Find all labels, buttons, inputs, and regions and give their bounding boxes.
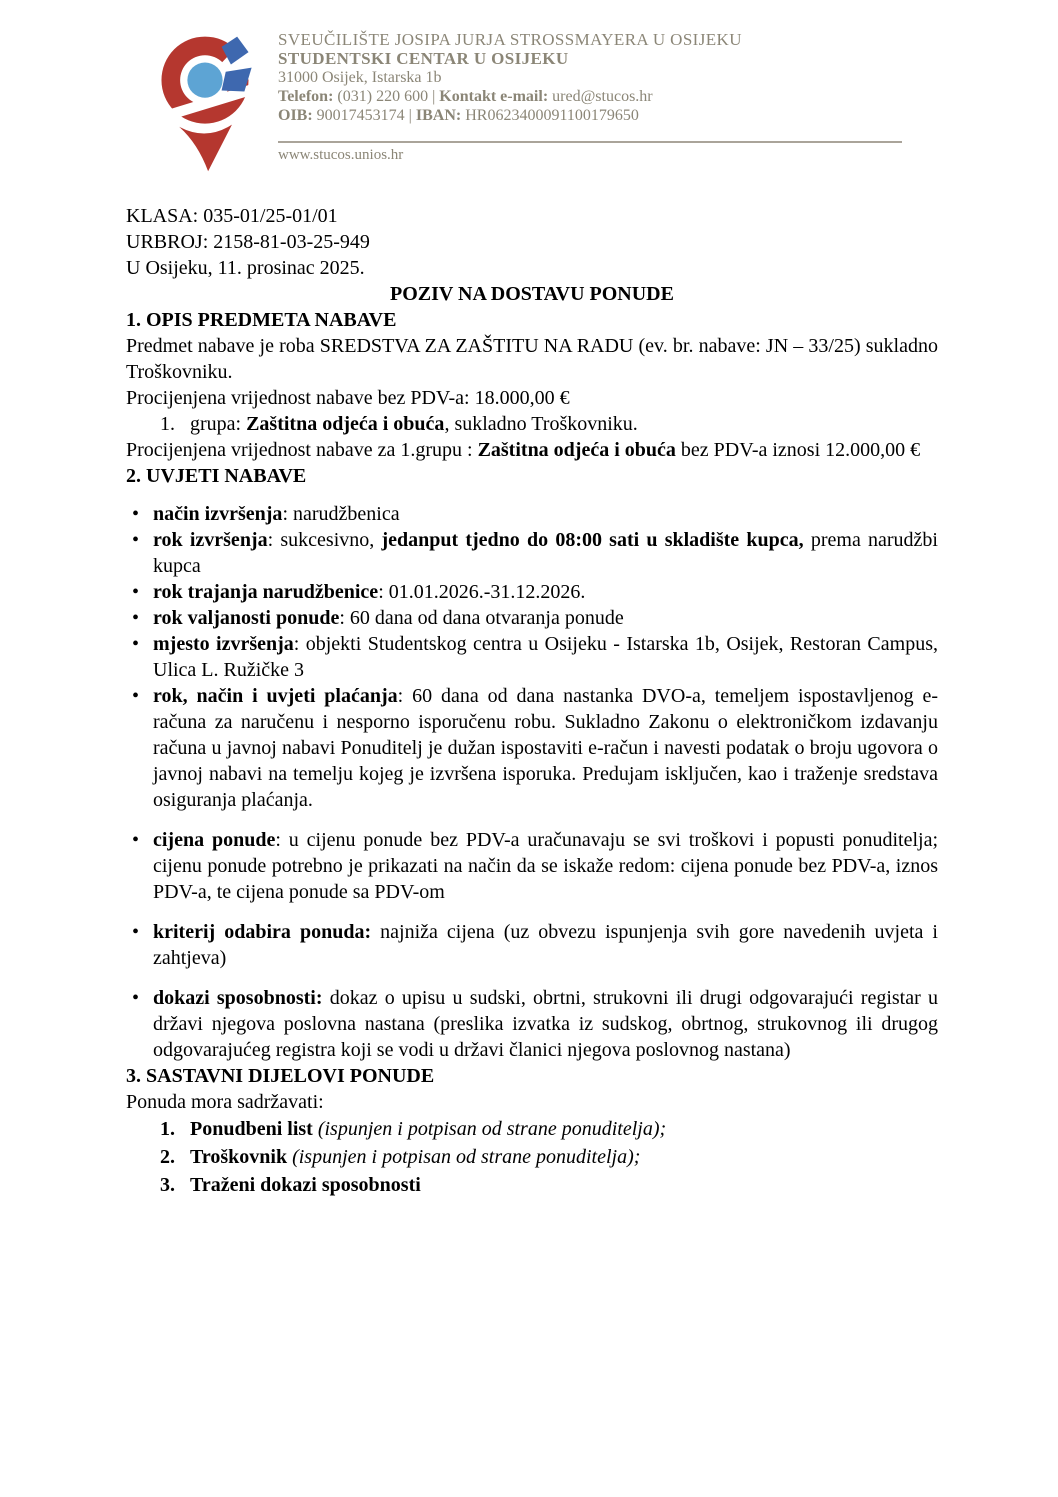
offer-item-ponudbeni-list (126, 1115, 938, 1143)
conditions-list (126, 501, 938, 1063)
bullet-mjesto-izvrsenja: • mjesto izvršenja: objekti Studentskog centra u Osijeku - Istarska 1b, Osijek, Restoran Campus, Ulica L. Ružičke 3 (126, 631, 938, 683)
subject-paragraph: Predmet nabave je roba SREDSTVA ZA ZAŠTITU NA RADU (ev. br. nabave: JN – 33/25) sukladno Troškovniku. (126, 335, 938, 383)
website-text: www.stucos.unios.hr (278, 147, 404, 163)
document-title: POZIV NA DOSTAVU PONUDE (390, 283, 674, 305)
section1-heading: 1. OPIS PREDMETA NABAVE (126, 309, 397, 331)
university-name: SVEUČILIŠTE JOSIPA JURJA STROSSMAYERA U OSIJEKU (278, 30, 742, 49)
bullet-rok-trajanja: • rok trajanja narudžbenice: 01.01.2026.-31.12.2026. (126, 579, 938, 605)
letterhead-text (278, 30, 742, 125)
stucos-pin-logo-icon (148, 33, 262, 179)
estimated-value-paragraph: Procijenjena vrijednost nabave bez PDV-a: 18.000,00 € (126, 387, 570, 409)
offer-contents-intro: Ponuda mora sadržavati: (126, 1091, 324, 1113)
offer-item-number: 3. (160, 1174, 175, 1196)
group-value-paragraph: Procijenjena vrijednost nabave za 1.grupu : Zaštitna odjeća i obuća bez PDV-a iznosi 12.000,00 € (126, 439, 921, 461)
section3-heading: 3. SASTAVNI DIJELOVI PONUDE (126, 1065, 435, 1087)
organization-name: STUDENTSKI CENTAR U OSIJEKU (278, 49, 569, 68)
header-divider (278, 141, 902, 143)
bullet-rok-valjanosti: • rok valjanosti ponude: 60 dana od dana otvaranja ponude (126, 605, 938, 631)
bullet-dokazi-sposobnosti: • dokazi sposobnosti: dokaz o upisu u sudski, obrtni, strukovni ili drugi odgovarajući registar u državi njegova poslovna nastana (preslika izvatka iz sudskog, obrtnog, strukovnog ili drugog odgovarajućeg registra koji se vodi u državi članici njegova poslovnog nastana) (126, 985, 938, 1063)
bullet-nacin-izvrsenja: • način izvršenja: narudžbenica (126, 501, 938, 527)
bullet-cijena-ponude: • cijena ponude: u cijenu ponude bez PDV-a uračunavaju se svi troškovi i popusti ponuditelja; cijenu ponude potrebno je prikazati na način da se iskaže redom: cijena ponude bez PDV-a, iznos PDV-a, te cijena ponude sa PDV-om (126, 827, 938, 905)
group-item-text: grupa: Zaštitna odjeća i obuća, sukladno Troškovniku. (190, 413, 638, 435)
offer-item-text: Traženi dokazi sposobnosti (190, 1174, 421, 1196)
section2-heading: 2. UVJETI NABAVE (126, 465, 307, 487)
place-date-line: U Osijeku, 11. prosinac 2025. (126, 257, 365, 279)
group-list-item (126, 411, 938, 437)
urbroj-line: URBROJ: 2158-81-03-25-949 (126, 231, 370, 253)
document-content (126, 203, 938, 1199)
bullet-uvjeti-placanja: • rok, način i uvjeti plaćanja: 60 dana od dana nastanka DVO-a, temeljem ispostavljenog e-računa za naručenu i nesporno isporučenu robu. Sukladno Zakonu o elektroničkom izdavanju računa u javnoj nabavi Ponuditelj je dužan ispostaviti e-račun i navesti podatak o broju ugovora o javnoj nabavi na temelju kojeg je izvršena isporuka. Predujam isključen, kao i traženje sredstava osiguranja plaćanja. (126, 683, 938, 813)
bullet-kriterij-odabira: • kriterij odabira ponuda: najniža cijena (uz obvezu ispunjenja svih gore navedenih uvjeta i zahtjeva) (126, 919, 938, 971)
offer-item-number: 1. (160, 1118, 175, 1140)
group-item-number: 1. (160, 413, 175, 435)
offer-item-troskovnik (126, 1143, 938, 1171)
bullet-rok-izvrsenja: • rok izvršenja: sukcesivno, jedanput tjedno do 08:00 sati u skladište kupca, prema narudžbi kupca (126, 527, 938, 579)
contact-line: Telefon: (031) 220 600 | Kontakt e-mail: ured@stucos.hr (278, 88, 653, 105)
ids-line: OIB: 90017453174 | IBAN: HR0623400091100179650 (278, 107, 639, 124)
address-line: 31000 Osijek, Istarska 1b (278, 69, 442, 86)
offer-item-number: 2. (160, 1146, 175, 1168)
klasa-line: KLASA: 035-01/25-01/01 (126, 205, 338, 227)
offer-item-text: Ponudbeni list (ispunjen i potpisan od strane ponuditelja); (190, 1118, 667, 1140)
offer-item-text: Troškovnik (ispunjen i potpisan od strane ponuditelja); (190, 1146, 641, 1168)
offer-item-dokazi (126, 1171, 938, 1199)
